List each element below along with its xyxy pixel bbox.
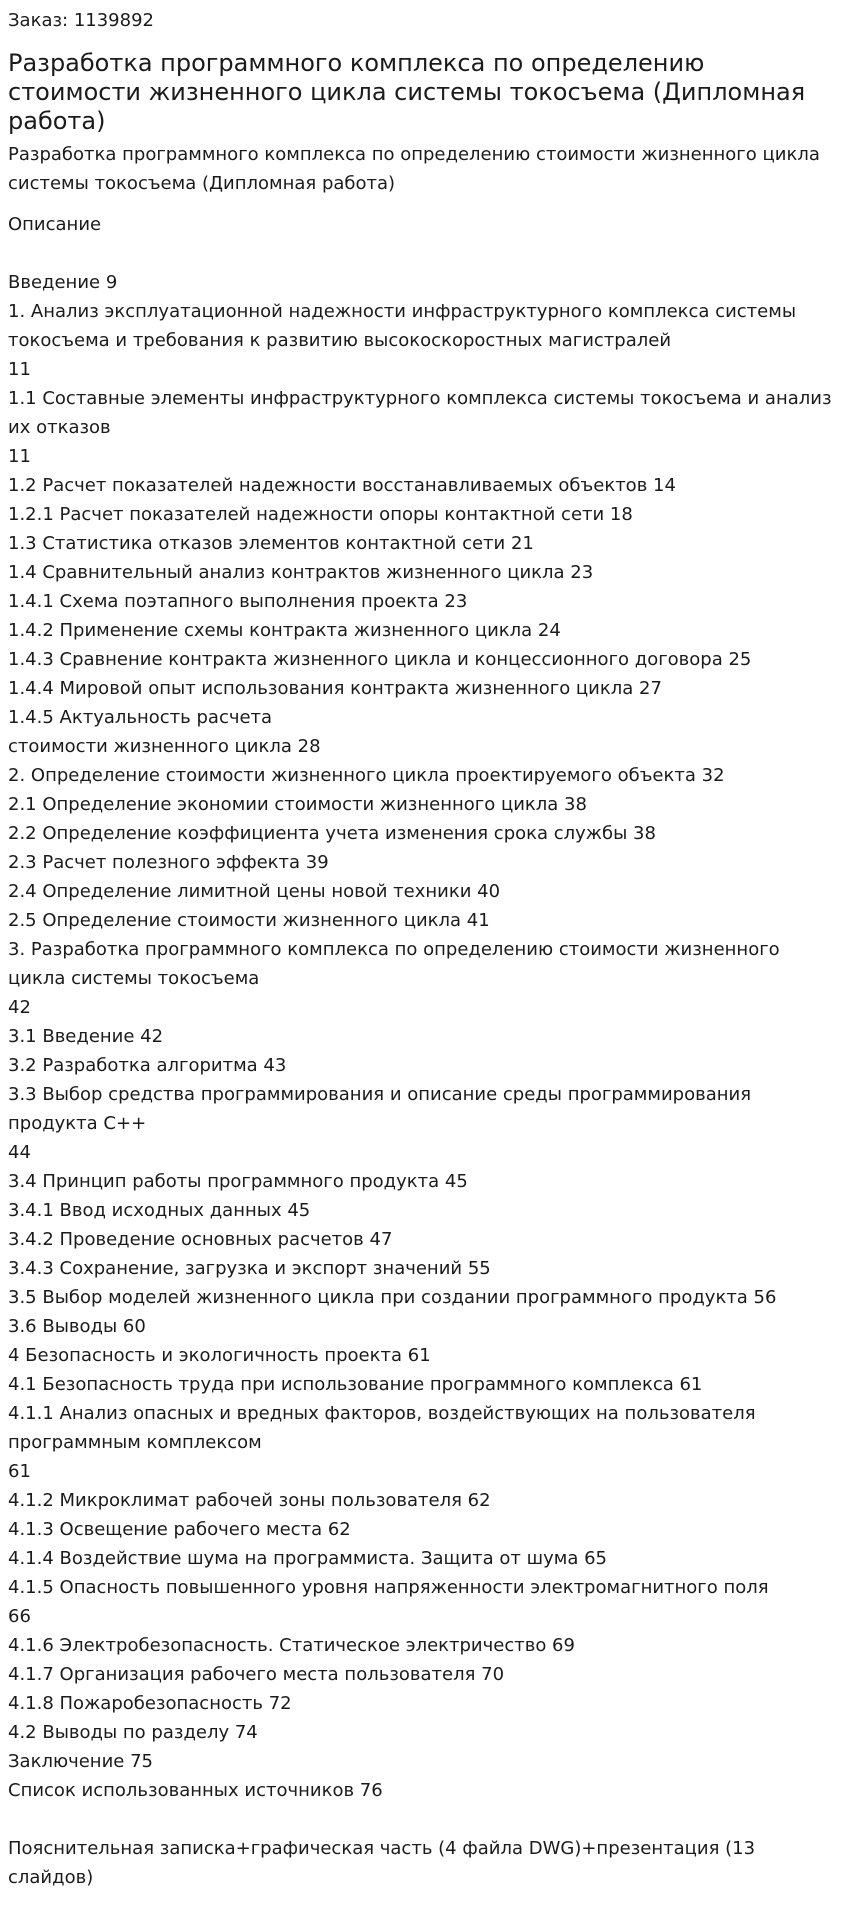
toc-entry: 4.1.4 Воздействие шума на программиста. Защита от шума 65 xyxy=(8,1548,608,1569)
toc-entry: 4.1.6 Электробезопасность. Статическое электричество 69 xyxy=(8,1635,575,1656)
table-of-contents xyxy=(8,268,835,1805)
deliverables-note: Пояснительная записка+графическая часть (4 файла DWG)+презентация (13 слайдов) xyxy=(8,1838,756,1888)
toc-entry: 11 xyxy=(8,446,31,467)
toc-entry: 1. Анализ эксплуатационной надежности инфраструктурного комплекса системы токосъема и требования к развитию высокоскоростных магистралей xyxy=(8,301,797,351)
toc-entry: Введение 9 xyxy=(8,272,118,293)
toc-entry: 3.3 Выбор средства программирования и описание среды программирования продукта С++ xyxy=(8,1084,752,1134)
toc-entry: 1.3 Статистика отказов элементов контактной сети 21 xyxy=(8,533,534,554)
toc-entry: 3.4 Принцип работы программного продукта 45 xyxy=(8,1171,468,1192)
toc-entry: Список использованных источников 76 xyxy=(8,1780,383,1801)
toc-entry: 1.2 Расчет показателей надежности восстанавливаемых объектов 14 xyxy=(8,475,676,496)
toc-entry: 4.1.2 Микроклимат рабочей зоны пользователя 62 xyxy=(8,1490,491,1511)
toc-entry: 3.5 Выбор моделей жизненного цикла при создании программного продукта 56 xyxy=(8,1287,777,1308)
toc-entry: 4.1.5 Опасность повышенного уровня напряженности электромагнитного поля xyxy=(8,1577,769,1598)
toc-entry: 4.1 Безопасность труда при использование программного комплекса 61 xyxy=(8,1374,703,1395)
description-heading: Описание xyxy=(8,214,102,235)
toc-entry: 44 xyxy=(8,1142,31,1163)
toc-entry: 61 xyxy=(8,1461,31,1482)
toc-entry: 3. Разработка программного комплекса по определению стоимости жизненного цикла системы токосъема xyxy=(8,939,780,989)
toc-entry: 3.4.1 Ввод исходных данных 45 xyxy=(8,1200,311,1221)
toc-entry: Заключение 75 xyxy=(8,1751,153,1772)
toc-entry: 2.4 Определение лимитной цены новой техники 40 xyxy=(8,881,501,902)
toc-entry: 2.3 Расчет полезного эффекта 39 xyxy=(8,852,329,873)
page-title: Разработка программного комплекса по определению стоимости жизненного цикла системы токосъема (Дипломная работа) xyxy=(8,49,806,135)
toc-entry: 3.2 Разработка алгоритма 43 xyxy=(8,1055,287,1076)
toc-entry: 4.2 Выводы по разделу 74 xyxy=(8,1722,258,1743)
toc-entry: 4 Безопасность и экологичность проекта 61 xyxy=(8,1345,431,1366)
toc-entry: 1.4 Сравнительный анализ контрактов жизненного цикла 23 xyxy=(8,562,594,583)
toc-entry: 3.4.3 Сохранение, загрузка и экспорт значений 55 xyxy=(8,1258,491,1279)
toc-entry: 3.4.2 Проведение основных расчетов 47 xyxy=(8,1229,393,1250)
toc-entry: 1.1 Составные элементы инфраструктурного комплекса системы токосъема и анализ их отказов xyxy=(8,388,832,438)
toc-entry: 4.1.7 Организация рабочего места пользователя 70 xyxy=(8,1664,505,1685)
toc-entry: 1.4.4 Мировой опыт использования контракта жизненного цикла 27 xyxy=(8,678,662,699)
toc-entry: 1.4.2 Применение схемы контракта жизненного цикла 24 xyxy=(8,620,561,641)
toc-entry: 4.1.3 Освещение рабочего места 62 xyxy=(8,1519,351,1540)
toc-entry: 4.1.1 Анализ опасных и вредных факторов, воздействующих на пользователя программным комплексом xyxy=(8,1403,756,1453)
toc-entry: 3.1 Введение 42 xyxy=(8,1026,164,1047)
toc-entry: 66 xyxy=(8,1606,31,1627)
toc-entry: 1.4.5 Актуальность расчета xyxy=(8,707,273,728)
toc-entry: 2.2 Определение коэффициента учета изменения срока службы 38 xyxy=(8,823,656,844)
toc-entry: 1.4.3 Сравнение контракта жизненного цикла и концессионного договора 25 xyxy=(8,649,752,670)
toc-entry: 4.1.8 Пожаробезопасность 72 xyxy=(8,1693,292,1714)
toc-entry: 1.4.1 Схема поэтапного выполнения проекта 23 xyxy=(8,591,468,612)
toc-entry: стоимости жизненного цикла 28 xyxy=(8,736,321,757)
toc-entry: 11 xyxy=(8,359,31,380)
order-number: Заказ: 1139892 xyxy=(8,10,154,31)
toc-entry: 42 xyxy=(8,997,31,1018)
page-subtitle: Разработка программного комплекса по определению стоимости жизненного цикла системы токосъема (Дипломная работа) xyxy=(8,144,820,194)
toc-entry: 2.1 Определение экономии стоимости жизненного цикла 38 xyxy=(8,794,587,815)
toc-entry: 1.2.1 Расчет показателей надежности опоры контактной сети 18 xyxy=(8,504,633,525)
spacer xyxy=(8,239,835,268)
toc-entry: 2. Определение стоимости жизненного цикла проектируемого объекта 32 xyxy=(8,765,725,786)
spacer xyxy=(8,1805,835,1834)
toc-entry: 2.5 Определение стоимости жизненного цикла 41 xyxy=(8,910,490,931)
toc-entry: 3.6 Выводы 60 xyxy=(8,1316,146,1337)
